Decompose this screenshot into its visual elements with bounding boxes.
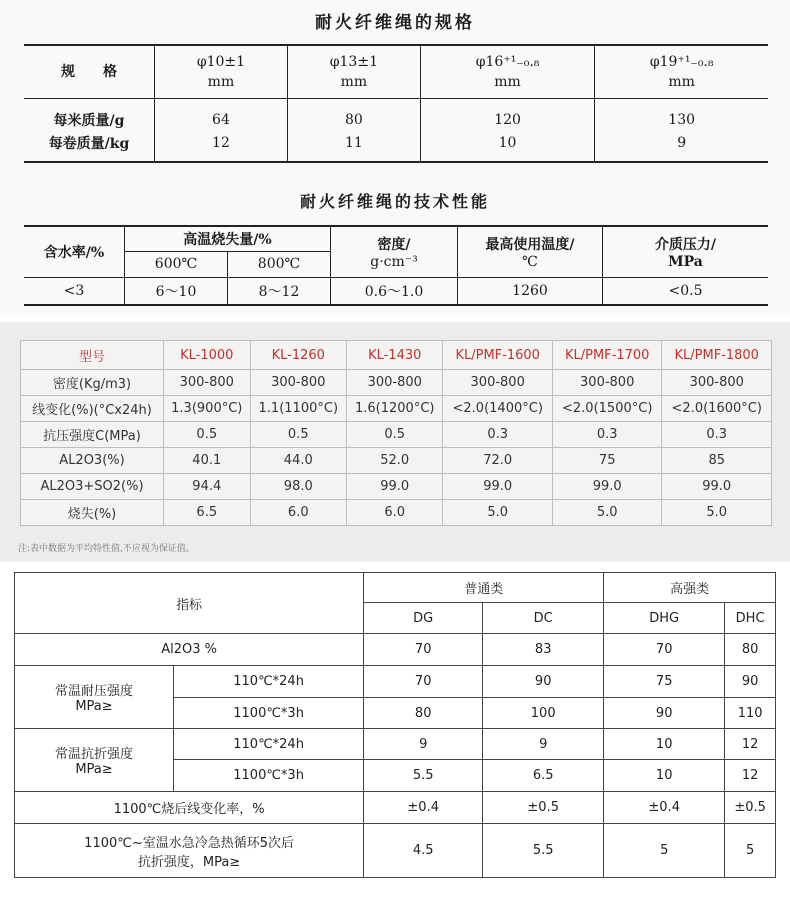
table-row bbox=[15, 729, 776, 760]
table-cell: 1260 bbox=[458, 277, 603, 305]
group-normal-label: 普通类 bbox=[364, 573, 604, 603]
rope-spec-title: 耐火纤维绳的规格 bbox=[315, 13, 475, 33]
table-cell: 0.3 bbox=[552, 422, 662, 448]
table-cell: 300-800 bbox=[662, 370, 772, 396]
condition-label: 110℃*24h bbox=[174, 729, 364, 760]
rope-spec-section bbox=[0, 0, 790, 175]
index-table bbox=[14, 572, 776, 878]
table-cell: 70 bbox=[364, 634, 483, 666]
table-row bbox=[15, 792, 776, 824]
table-cell: 110 bbox=[725, 698, 776, 729]
rope-performance-table bbox=[24, 225, 768, 306]
row-label: 密度(Kg/m3) bbox=[21, 370, 164, 396]
table-cell: 0.5 bbox=[250, 422, 346, 448]
table-row bbox=[24, 45, 768, 98]
spec-size-cell bbox=[155, 45, 288, 98]
table-cell: 75 bbox=[604, 666, 725, 698]
flexural-label-line1: 常温抗折强度 bbox=[54, 747, 133, 762]
model-name: KL-1260 bbox=[250, 341, 346, 370]
table-cell: 6.0 bbox=[250, 500, 346, 526]
table-cell: 5.0 bbox=[552, 500, 662, 526]
table-cell: 10 bbox=[604, 760, 725, 792]
table-cell: 5 bbox=[725, 824, 776, 878]
table-cell: 5.5 bbox=[364, 760, 483, 792]
max-temp-label: 最高使用温度/ bbox=[485, 236, 575, 253]
al2o3-label: Al2O3 % bbox=[15, 634, 364, 666]
table-cell: 9 bbox=[364, 729, 483, 760]
table-cell: <2.0(1500°C) bbox=[552, 396, 662, 422]
table-cell: 72.0 bbox=[443, 448, 553, 474]
table-cell: 0.6～1.0 bbox=[331, 277, 458, 305]
table-row bbox=[15, 634, 776, 666]
model-label: 型号 bbox=[21, 341, 164, 370]
table-cell: 83 bbox=[483, 634, 604, 666]
table-cell: 300-800 bbox=[347, 370, 443, 396]
model-name: KL-1430 bbox=[347, 341, 443, 370]
table-cell: 0.3 bbox=[443, 422, 553, 448]
compressive-label-line2: MPa≥ bbox=[75, 699, 113, 714]
table-row bbox=[21, 341, 772, 370]
table-cell: <2.0(1600°C) bbox=[662, 396, 772, 422]
row-label: 线变化(%)(°Cx24h) bbox=[21, 396, 164, 422]
index-section bbox=[0, 562, 790, 899]
table-cell: 98.0 bbox=[250, 474, 346, 500]
table-row bbox=[21, 448, 772, 474]
table-cell: 8～12 bbox=[228, 277, 331, 305]
table-cell: 100 bbox=[483, 698, 604, 729]
loss-label: 高温烧失量/% bbox=[125, 226, 331, 251]
table-cell: ±0.5 bbox=[483, 792, 604, 824]
mass-per-meter-label: 每米质量/g bbox=[53, 112, 125, 129]
table-row bbox=[24, 226, 768, 251]
table-cell: ±0.4 bbox=[604, 792, 725, 824]
max-temp-unit: ℃ bbox=[522, 253, 538, 270]
table-cell: 120 bbox=[420, 98, 595, 131]
row-label: 抗压强度C(MPa) bbox=[21, 422, 164, 448]
pressure-unit: MPa bbox=[668, 253, 703, 270]
table-cell: 0.3 bbox=[662, 422, 772, 448]
table-row bbox=[21, 370, 772, 396]
table-cell: 12 bbox=[155, 131, 288, 162]
spec-unit: mm bbox=[340, 73, 368, 90]
max-temp-header bbox=[458, 226, 603, 277]
spec-unit: mm bbox=[207, 73, 235, 90]
table-row bbox=[24, 277, 768, 305]
table-cell: 99.0 bbox=[443, 474, 553, 500]
table-cell: 12 bbox=[725, 729, 776, 760]
table-cell: 12 bbox=[725, 760, 776, 792]
table-cell: 10 bbox=[604, 729, 725, 760]
table-cell: 9 bbox=[483, 729, 604, 760]
rope-performance-section bbox=[0, 175, 790, 315]
table-cell: 99.0 bbox=[347, 474, 443, 500]
table-footnote: 注:表中数据为平均特性值,不应视为保证值。 bbox=[18, 544, 195, 554]
model-name: KL-1000 bbox=[164, 341, 251, 370]
index-label: 指标 bbox=[15, 573, 364, 634]
table-cell: <2.0(1400°C) bbox=[443, 396, 553, 422]
condition-label: 110℃*24h bbox=[174, 666, 364, 698]
grade-label: DC bbox=[483, 603, 604, 634]
table-cell: 0.5 bbox=[347, 422, 443, 448]
table-cell: 300-800 bbox=[552, 370, 662, 396]
model-spec-table bbox=[20, 340, 772, 526]
spec-size: φ19⁺¹₋₀.₈ bbox=[649, 53, 714, 70]
table-cell: 64 bbox=[155, 98, 288, 131]
pressure-label: 介质压力/ bbox=[654, 236, 717, 253]
spec-row-header: 规 格 bbox=[61, 63, 117, 80]
table-cell: 70 bbox=[364, 666, 483, 698]
table-row bbox=[21, 474, 772, 500]
spec-size-cell bbox=[287, 45, 420, 98]
grade-label: DHC bbox=[725, 603, 776, 634]
table-cell: 11 bbox=[287, 131, 420, 162]
grade-label: DG bbox=[364, 603, 483, 634]
table-cell: 70 bbox=[604, 634, 725, 666]
model-spec-section bbox=[0, 322, 790, 562]
table-cell: 9 bbox=[595, 131, 768, 162]
table-cell: 94.4 bbox=[164, 474, 251, 500]
rope-performance-title: 耐火纤维绳的技术性能 bbox=[299, 192, 490, 211]
compressive-label-line1: 常温耐压强度 bbox=[54, 684, 133, 699]
table-cell: 10 bbox=[420, 131, 595, 162]
pressure-header bbox=[603, 226, 769, 277]
condition-label: 1100℃*3h bbox=[174, 698, 364, 729]
group-high-label: 高强类 bbox=[604, 573, 776, 603]
thermal-shock-label-line2: 抗折强度，MPa≥ bbox=[137, 854, 241, 870]
table-row bbox=[24, 98, 768, 131]
table-cell: 4.5 bbox=[364, 824, 483, 878]
spec-size: φ10±1 bbox=[196, 53, 246, 70]
row-label: 烧失(%) bbox=[21, 500, 164, 526]
row-label: AL2O3(%) bbox=[21, 448, 164, 474]
table-cell: 6.0 bbox=[347, 500, 443, 526]
spec-unit: mm bbox=[668, 73, 695, 90]
table-row bbox=[21, 422, 772, 448]
table-cell: 1.1(1100°C) bbox=[250, 396, 346, 422]
density-header bbox=[331, 226, 458, 277]
table-cell: 52.0 bbox=[347, 448, 443, 474]
table-cell: 0.5 bbox=[164, 422, 251, 448]
density-label: 密度/ bbox=[377, 236, 411, 253]
table-cell: 5 bbox=[604, 824, 725, 878]
spec-size-cell bbox=[420, 45, 595, 98]
table-cell: 90 bbox=[483, 666, 604, 698]
spec-size-cell bbox=[595, 45, 768, 98]
table-cell: 90 bbox=[604, 698, 725, 729]
table-cell: 5.5 bbox=[483, 824, 604, 878]
table-cell: 40.1 bbox=[164, 448, 251, 474]
table-row bbox=[15, 573, 776, 603]
table-cell: 6～10 bbox=[125, 277, 228, 305]
table-cell: 300-800 bbox=[164, 370, 251, 396]
condition-label: 1100℃*3h bbox=[174, 760, 364, 792]
density-unit: g·cm⁻³ bbox=[370, 253, 418, 270]
table-row bbox=[15, 824, 776, 878]
table-cell: 80 bbox=[364, 698, 483, 729]
table-cell: <3 bbox=[24, 277, 125, 305]
table-cell: ±0.4 bbox=[364, 792, 483, 824]
table-cell: 130 bbox=[595, 98, 768, 131]
table-cell: 6.5 bbox=[164, 500, 251, 526]
table-row bbox=[15, 666, 776, 698]
table-cell: 80 bbox=[287, 98, 420, 131]
linear-change-label: 1100℃烧后线变化率，% bbox=[15, 792, 364, 824]
spec-unit: mm bbox=[494, 73, 521, 90]
spec-size: φ16⁺¹₋₀.₈ bbox=[475, 53, 540, 70]
table-cell: 99.0 bbox=[552, 474, 662, 500]
thermal-shock-label-line1: 1100℃~室温水急冷急热循环5次后 bbox=[84, 835, 295, 851]
table-cell: 90 bbox=[725, 666, 776, 698]
grade-label: DHG bbox=[604, 603, 725, 634]
table-cell: 1.6(1200°C) bbox=[347, 396, 443, 422]
table-cell: 99.0 bbox=[662, 474, 772, 500]
table-row bbox=[21, 500, 772, 526]
moisture-label: 含水率/% bbox=[24, 226, 125, 277]
mass-per-roll-label: 每卷质量/kg bbox=[48, 135, 130, 152]
thermal-shock-label bbox=[15, 824, 364, 878]
compressive-label bbox=[15, 666, 174, 729]
row-label: AL2O3+SO2(%) bbox=[21, 474, 164, 500]
table-cell: 1.3(900°C) bbox=[164, 396, 251, 422]
rope-spec-table bbox=[24, 44, 768, 163]
table-cell: 85 bbox=[662, 448, 772, 474]
table-row bbox=[21, 396, 772, 422]
table-cell: 300-800 bbox=[250, 370, 346, 396]
model-name: KL/PMF-1800 bbox=[662, 341, 772, 370]
table-cell: 6.5 bbox=[483, 760, 604, 792]
loss-800-label: 800℃ bbox=[228, 251, 331, 277]
table-cell: 5.0 bbox=[662, 500, 772, 526]
table-cell: 5.0 bbox=[443, 500, 553, 526]
spec-size: φ13±1 bbox=[329, 53, 378, 70]
table-row bbox=[24, 131, 768, 162]
table-cell: 75 bbox=[552, 448, 662, 474]
table-cell: ±0.5 bbox=[725, 792, 776, 824]
flexural-label bbox=[15, 729, 174, 792]
table-cell: 300-800 bbox=[443, 370, 553, 396]
loss-600-label: 600℃ bbox=[125, 251, 228, 277]
table-cell: 80 bbox=[725, 634, 776, 666]
model-name: KL/PMF-1600 bbox=[443, 341, 553, 370]
table-cell: 44.0 bbox=[250, 448, 346, 474]
flexural-label-line2: MPa≥ bbox=[75, 762, 113, 777]
table-cell: <0.5 bbox=[603, 277, 769, 305]
model-name: KL/PMF-1700 bbox=[552, 341, 662, 370]
